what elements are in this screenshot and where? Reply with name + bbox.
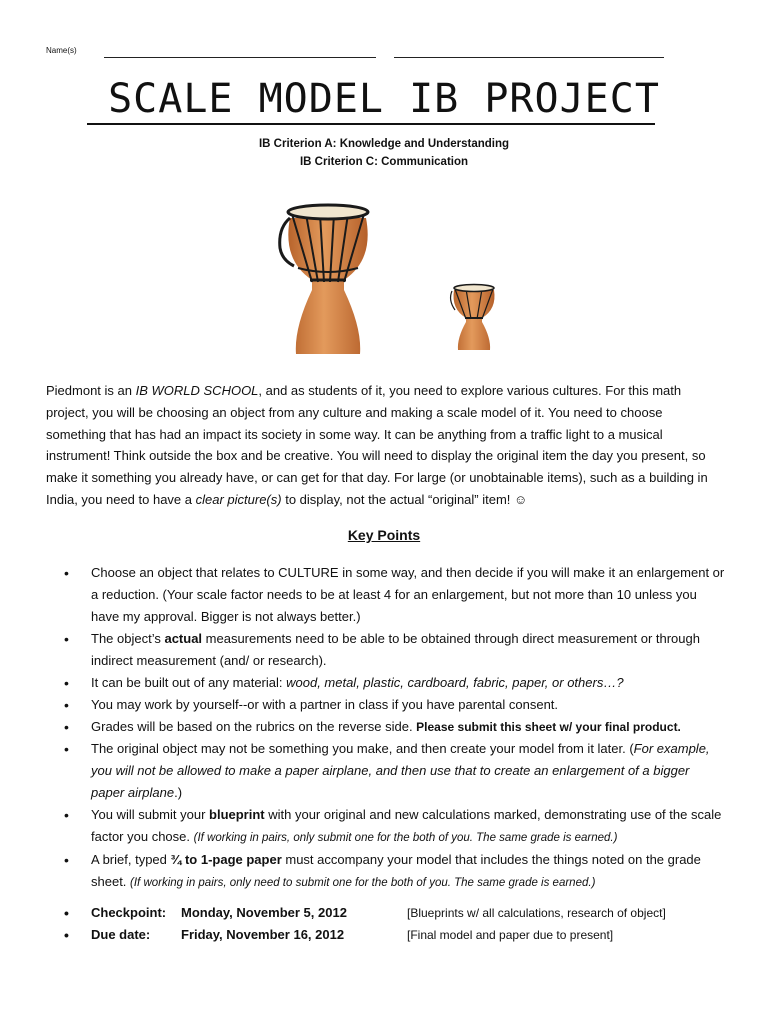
list-item <box>0 672 768 694</box>
name-line-2[interactable] <box>394 57 664 58</box>
dates-list <box>0 902 768 946</box>
point-paper-bold: ¾ to 1-page paper <box>170 852 282 867</box>
intro-text-3: to display, not the actual “original” item! ☺ <box>281 491 528 507</box>
point-culture: Choose an object that relates to CULTURE in some way, and then decide if you will make it an enlargement or a reduction. (Your scale factor needs to be at least 4 for an enlargement, but not more than 10 unless you have my approval. Bigger is not always better.) <box>91 565 725 624</box>
point-partner: You may work by yourself--or with a partner in class if you have parental consent. <box>91 697 559 712</box>
list-item <box>0 804 768 849</box>
bullet-icon: • <box>64 852 69 868</box>
checkpoint-label: Checkpoint: <box>91 905 167 920</box>
list-item <box>0 738 768 804</box>
intro-text-1: Piedmont is an <box>46 383 136 398</box>
bullet-icon: • <box>64 675 69 691</box>
criteria-block <box>0 135 768 171</box>
list-item <box>0 694 768 716</box>
bullet-icon: • <box>64 807 69 823</box>
point-paper-note: (If working in pairs, only need to submit one for the both of you. The same grade is earned.) <box>130 877 596 889</box>
large-drum-image <box>268 198 388 358</box>
bullet-icon: • <box>64 741 69 757</box>
intro-text-2: , and as students of it, you need to explore various cultures. For this math project, you will be choosing an object from any culture and making a scale model of it. You need to choose something that has had an impact its society in some way. It can be anything from a traffic light to a musical instrument! Think outside the box and be creative. You will need to display the original item the day you present, so make it something you already have, or can get for that day. For large (or unobtainable items), such as a building in India, you need to have a <box>46 383 708 507</box>
name-line-1[interactable] <box>104 57 376 58</box>
bullet-icon: • <box>64 719 69 735</box>
point-blueprint-note: (If working in pairs, only submit one for the both of you. The same grade is earned.) <box>193 832 618 844</box>
key-points-list <box>0 562 768 894</box>
criterion-c: IB Criterion C: Communication <box>299 156 469 168</box>
intro-paragraph <box>46 380 726 511</box>
bullet-icon: • <box>64 697 69 713</box>
intro-text <box>46 380 726 511</box>
point-material-1: It can be built out of any material: <box>91 675 287 690</box>
checkpoint-note: [Blueprints w/ all calculations, research of object] <box>407 906 666 920</box>
point-actual-2: measurements need to be able to be obtained through direct measurement or through indirect measurement (and/ or research). <box>91 631 700 668</box>
point-original-italic: For example, you will not be allowed to make a paper airplane, and then use that to create an enlargement of a bigger paper airplane <box>91 741 710 800</box>
list-item <box>0 562 768 628</box>
bullet-icon: • <box>64 905 69 921</box>
small-drum-image <box>444 282 504 352</box>
point-grades-bold: Please submit this sheet w/ your final product. <box>416 720 681 734</box>
list-item <box>0 849 768 894</box>
key-points-heading: Key Points <box>347 527 421 543</box>
point-grades-1: Grades will be based on the rubrics on the reverse side. <box>91 719 417 734</box>
bullet-icon: • <box>64 927 69 943</box>
list-item <box>0 628 768 672</box>
point-blueprint-1: You will submit your <box>91 807 210 822</box>
intro-clear-pictures: clear picture(s) <box>195 491 282 507</box>
bullet-icon: • <box>64 631 69 647</box>
due-date-note: [Final model and paper due to present] <box>407 928 614 942</box>
title-underline <box>87 123 655 125</box>
point-actual-bold: actual <box>164 631 203 646</box>
point-blueprint-2: with your original and new calculations marked, demonstrating use of the scale factor you chose. <box>91 807 722 844</box>
due-date-label: Due date: <box>91 927 151 942</box>
intro-ib-world-school: IB WORLD SCHOOL <box>135 383 259 398</box>
name-row <box>46 46 686 62</box>
due-date-row <box>0 924 768 946</box>
point-original-2: .) <box>174 785 183 800</box>
point-actual-1: The object’s <box>91 631 165 646</box>
due-date: Friday, November 16, 2012 <box>181 927 345 942</box>
criterion-a: IB Criterion A: Knowledge and Understanding <box>258 138 510 150</box>
checkpoint-row <box>0 902 768 924</box>
point-material-italic: wood, metal, plastic, cardboard, fabric, paper, or others…? <box>286 675 624 690</box>
checkpoint-date: Monday, November 5, 2012 <box>181 905 347 920</box>
page-title: SCALE MODEL IB PROJECT <box>108 76 660 122</box>
list-item <box>0 716 768 738</box>
point-original-1: The original object may not be something you make, and then create your model from it later. ( <box>91 741 634 756</box>
bullet-icon: • <box>64 565 69 581</box>
point-paper-2: must accompany your model that includes the things noted on the grade sheet. <box>91 852 701 889</box>
point-blueprint-bold: blueprint <box>209 807 265 822</box>
name-label: Name(s) <box>46 46 77 55</box>
point-paper-1: A brief, typed <box>91 852 171 867</box>
